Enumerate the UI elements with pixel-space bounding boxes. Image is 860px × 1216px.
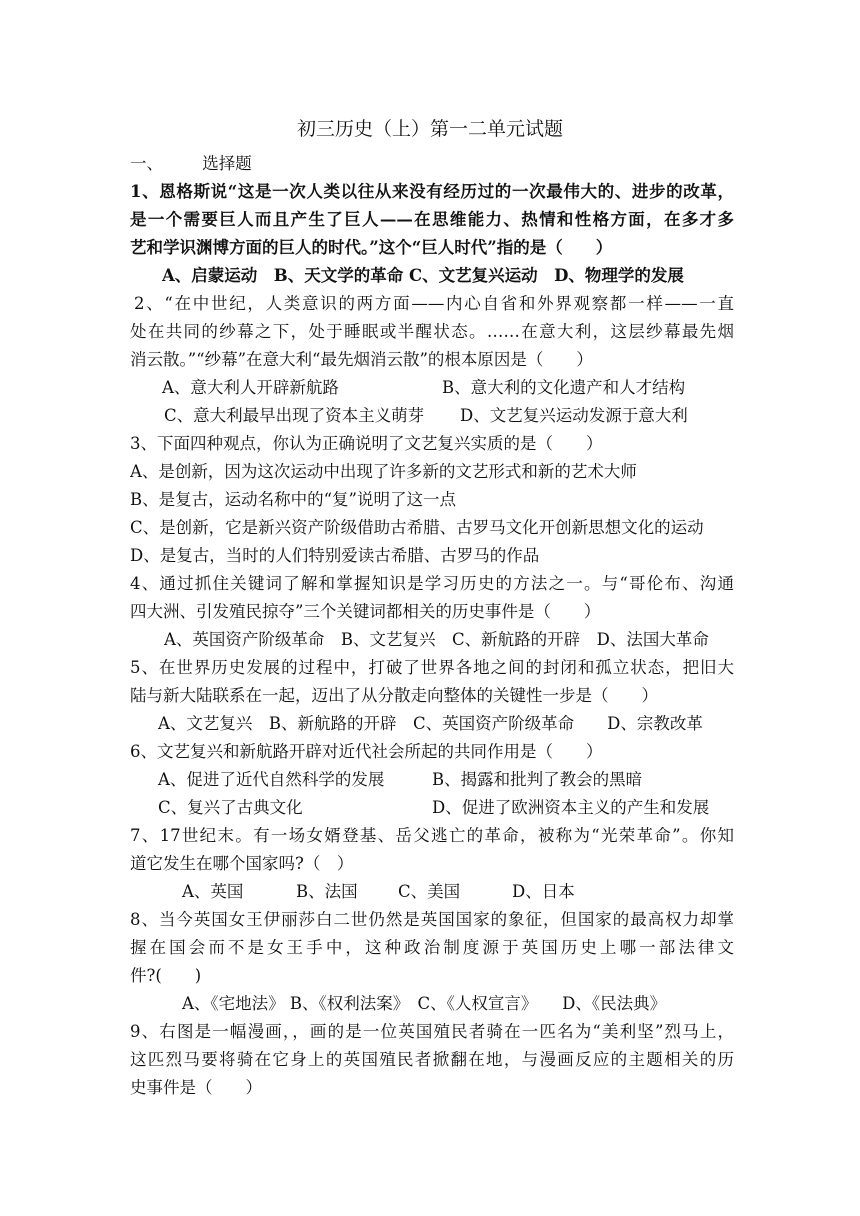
option-b: B、揭露和批判了教会的黑暗 [432,770,643,789]
question-line: 这匹烈马要将骑在它身上的英国殖民者掀翻在地，与漫画反应的主题相关的历 [130,1050,734,1069]
question-line: 史事件是（ ） [130,1078,262,1097]
option-d: D、文艺复兴运动发源于意大利 [460,406,688,425]
option-d: D、日本 [512,882,575,901]
option-d: D、是复古，当时的人们特别爱读古希腊、古罗马的作品 [130,546,540,565]
option-c: C、是创新，它是新兴资产阶级借助古希腊、古罗马文化开创新思想文化的运动 [130,518,704,537]
question-line: 陆与新大陆联系在一起，迈出了从分散走向整体的关键性一步是（ ） [130,686,658,705]
option-b: B、是复古，运动名称中的“复”说明了这一点 [130,490,456,509]
option-c: C、美国 [398,882,461,901]
option-a: A、促进了近代自然科学的发展 [158,770,385,789]
option-b: B、意大利的文化遗产和人才结构 [442,378,686,397]
option-line: A、文艺复兴 B、新航路的开辟 C、英国资产阶级革命 D、宗教改革 [158,714,703,733]
section-heading [130,150,734,178]
option-line: A、英国资产阶级革命 B、文艺复兴 C、新航路的开辟 D、法国大革命 [164,630,709,649]
question-line: 8、当今英国女王伊丽莎白二世仍然是英国国家的象征，但国家的最高权力却掌 [130,910,734,929]
question-line: 艺和学识渊博方面的巨人的时代。”这个“巨人时代”指的是（ ） [130,238,613,257]
question-line: 2、“在中世纪，人类意识的两方面——内心自省和外界观察都一样——一直 [134,294,734,313]
option-d: D、促进了欧洲资本主义的产生和发展 [432,798,710,817]
question-line: 5、在世界历史发展的过程中，打破了世界各地之间的封闭和孤立状态，把旧大 [130,658,734,677]
option-a: A、是创新，因为这次运动中出现了许多新的文艺形式和新的艺术大师 [130,462,637,481]
question-line: 四大洲、引发殖民掠夺”三个关键词都相关的历史事件是（ ） [130,602,601,621]
section-name: 选择题 [202,154,252,173]
question-line: 握在国会而不是女王手中，这种政治制度源于英国历史上哪一部法律文 [130,938,734,957]
option-c: C、意大利最早出现了资本主义萌芽 [164,406,425,425]
question-line: 6、文艺复兴和新航路开辟对近代社会所起的共同作用是（ ） [130,742,603,761]
question-line: 9、右图是一幅漫画，，画的是一位英国殖民者骑在一匹名为“美利坚”烈马上， [130,1022,734,1041]
option-a: A、英国 [182,882,244,901]
option-b: B、法国 [296,882,358,901]
question-line: 道它发生在哪个国家吗?（ ） [130,854,354,873]
option-a: A、意大利人开辟新航路 [162,378,339,397]
option-c: C、复兴了古典文化 [158,798,303,817]
option-line: A、启蒙运动 B、天文学的革命 C、文艺复兴运动 D、物理学的发展 [162,266,684,285]
question-line: 是一个需要巨人而且产生了巨人——在思维能力、热情和性格方面，在多才多 [130,210,734,229]
section-number: 一、 [130,154,163,173]
question-line: 7、17世纪末。有一场女婿登基、岳父逃亡的革命，被称为“光荣革命”。你知 [130,826,734,845]
question-line: 3、下面四种观点，你认为正确说明了文艺复兴实质的是（ ） [130,434,603,453]
question-line: 处在共同的纱幕之下，处于睡眠或半醒状态。……在意大利，这层纱幕最先烟 [130,322,734,341]
question-line: 4、通过抓住关键词了解和掌握知识是学习历史的方法之一。与“哥伦布、沟通 [130,574,734,593]
option-line: A、《宅地法》 B、《权利法案》 C、《人权宣言》 D、《民法典》 [182,994,667,1013]
question-line: 1、恩格斯说“这是一次人类以往从来没有经历过的一次最伟大的、进步的改革， [130,182,734,201]
question-line: 件?( ) [130,966,202,985]
page-title: 初三历史（上）第一二单元试题 [296,118,563,140]
question-line: 消云散。”“纱幕”在意大利“最先烟消云散”的根本原因是（ ） [130,350,593,369]
